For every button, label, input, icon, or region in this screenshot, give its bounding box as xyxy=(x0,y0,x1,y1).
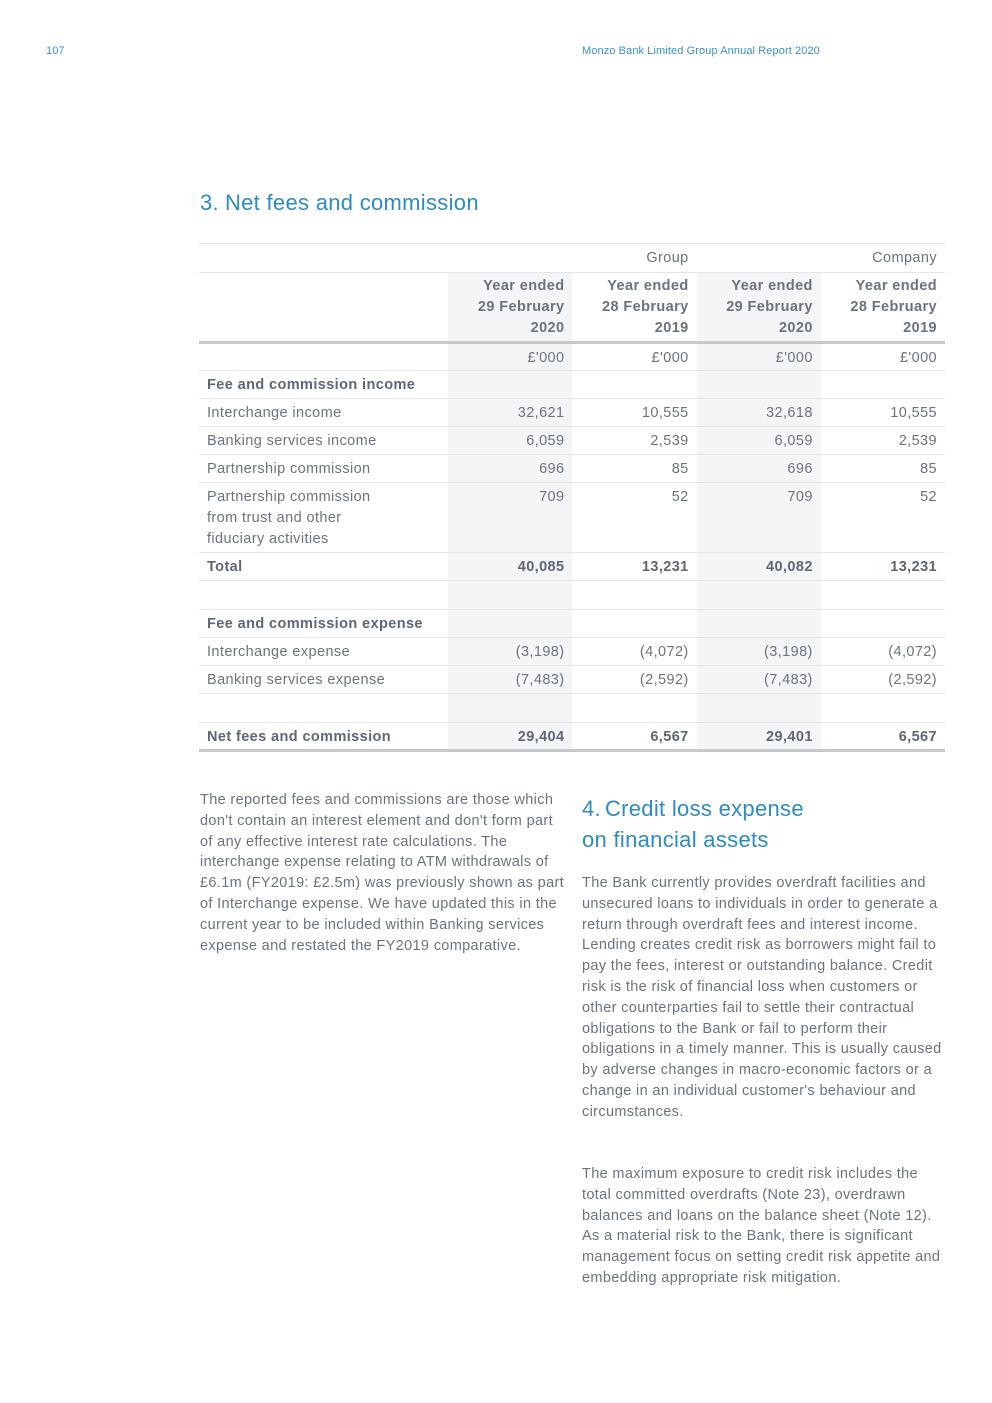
cell: 696 xyxy=(448,455,572,483)
unit-cell: £'000 xyxy=(821,343,945,371)
income-heading: Fee and commission income xyxy=(199,371,448,399)
table-row xyxy=(199,483,945,553)
table-group-header-row xyxy=(199,244,945,273)
cell: (4,072) xyxy=(572,638,696,666)
company-column-header: Company xyxy=(697,244,945,273)
unit-cell: £'000 xyxy=(697,343,821,371)
section-4-title-line2: on financial assets xyxy=(582,827,769,852)
cell: 29,404 xyxy=(448,723,572,751)
cell: 2,539 xyxy=(821,427,945,455)
row-label: Banking services expense xyxy=(199,666,448,694)
table-period-header-row xyxy=(199,273,945,343)
expense-heading-row xyxy=(199,610,945,638)
section-3-number: 3. xyxy=(200,190,219,215)
cell: 709 xyxy=(448,483,572,553)
cell: 52 xyxy=(572,483,696,553)
row-label: Interchange expense xyxy=(199,638,448,666)
spacer-row xyxy=(199,581,945,610)
cell: 52 xyxy=(821,483,945,553)
section-4-title-line1: Credit loss expense xyxy=(604,796,804,821)
table-row xyxy=(199,455,945,483)
unit-cell: £'000 xyxy=(572,343,696,371)
cell: 32,621 xyxy=(448,399,572,427)
income-total-row xyxy=(199,553,945,581)
cell: (3,198) xyxy=(697,638,821,666)
cell: 6,059 xyxy=(448,427,572,455)
table-row xyxy=(199,666,945,694)
row-label: Partnership commission xyxy=(199,455,448,483)
section-3-note: The reported fees and commissions are those which don't contain an interest element and don't form part of any effective interest rate calculations. The interchange expense relating to ATM withdrawals of £6.1m (FY2019: £2.5m) was previously shown as part of Interchange expense. We have updated this in the current year to be included within Banking services expense and restated the FY2019 comparative. xyxy=(200,792,565,954)
column-header: Year ended 29 February 2020 xyxy=(448,273,572,343)
cell: 40,082 xyxy=(697,553,821,581)
column-header: Year ended 29 February 2020 xyxy=(697,273,821,343)
cell: 10,555 xyxy=(821,399,945,427)
table-row xyxy=(199,638,945,666)
section-3-title xyxy=(200,190,479,216)
cell: 709 xyxy=(697,483,821,553)
section-4-title xyxy=(582,793,942,855)
cell: 696 xyxy=(697,455,821,483)
cell: (7,483) xyxy=(448,666,572,694)
section-4-paragraph-2: The maximum exposure to credit risk includes the total committed overdrafts (Note 23), overdrawn balances and loans on the balance sheet (Note 12). As a material risk to the Bank, there is significant management focus on setting credit risk appetite and embedding appropriate risk mitigation. xyxy=(582,1166,941,1286)
column-header: Year ended 28 February 2019 xyxy=(821,273,945,343)
unit-cell: £'000 xyxy=(448,343,572,371)
section-4-paragraph-1: The Bank currently provides overdraft facilities and unsecured loans to individuals in order to generate a return through overdraft fees and interest income. Lending creates credit risk as borrowers might fail to pay the fees, interest or outstanding balance. Credit risk is the risk of financial loss when customers or other counterparties fail to settle their contractual obligations to the Bank or fail to perform their obligations in a timely manner. This is usually caused by adverse changes in macro-economic factors or a change in an individual customer's behaviour and circumstances. xyxy=(582,875,942,1120)
spacer-row xyxy=(199,694,945,723)
cell: 6,567 xyxy=(821,723,945,751)
net-total-row xyxy=(199,723,945,751)
column-header: Year ended 28 February 2019 xyxy=(572,273,696,343)
row-label: Partnership commission from trust and other fiduciary activities xyxy=(199,483,448,553)
group-column-header: Group xyxy=(448,244,696,273)
cell: (3,198) xyxy=(448,638,572,666)
cell: 40,085 xyxy=(448,553,572,581)
net-fees-table xyxy=(199,243,945,752)
table-row xyxy=(199,399,945,427)
section-3-title-text: Net fees and commission xyxy=(224,190,479,215)
row-label: Banking services income xyxy=(199,427,448,455)
cell: 6,567 xyxy=(572,723,696,751)
cell: 85 xyxy=(821,455,945,483)
cell: (2,592) xyxy=(572,666,696,694)
table-row xyxy=(199,427,945,455)
cell: 10,555 xyxy=(572,399,696,427)
row-label: Interchange income xyxy=(199,399,448,427)
unit-row xyxy=(199,343,945,371)
row-label: Net fees and commission xyxy=(199,723,448,751)
cell: 29,401 xyxy=(697,723,821,751)
cell: 32,618 xyxy=(697,399,821,427)
cell: 13,231 xyxy=(572,553,696,581)
cell: (2,592) xyxy=(821,666,945,694)
report-title: Monzo Bank Limited Group Annual Report 2020 xyxy=(582,45,820,57)
cell: 13,231 xyxy=(821,553,945,581)
section-4-number: 4. xyxy=(582,796,601,821)
cell: (7,483) xyxy=(697,666,821,694)
row-label: Total xyxy=(199,553,448,581)
income-heading-row xyxy=(199,371,945,399)
cell: (4,072) xyxy=(821,638,945,666)
cell: 85 xyxy=(572,455,696,483)
cell: 6,059 xyxy=(697,427,821,455)
cell: 2,539 xyxy=(572,427,696,455)
expense-heading: Fee and commission expense xyxy=(199,610,448,638)
page-number: 107 xyxy=(46,45,65,57)
